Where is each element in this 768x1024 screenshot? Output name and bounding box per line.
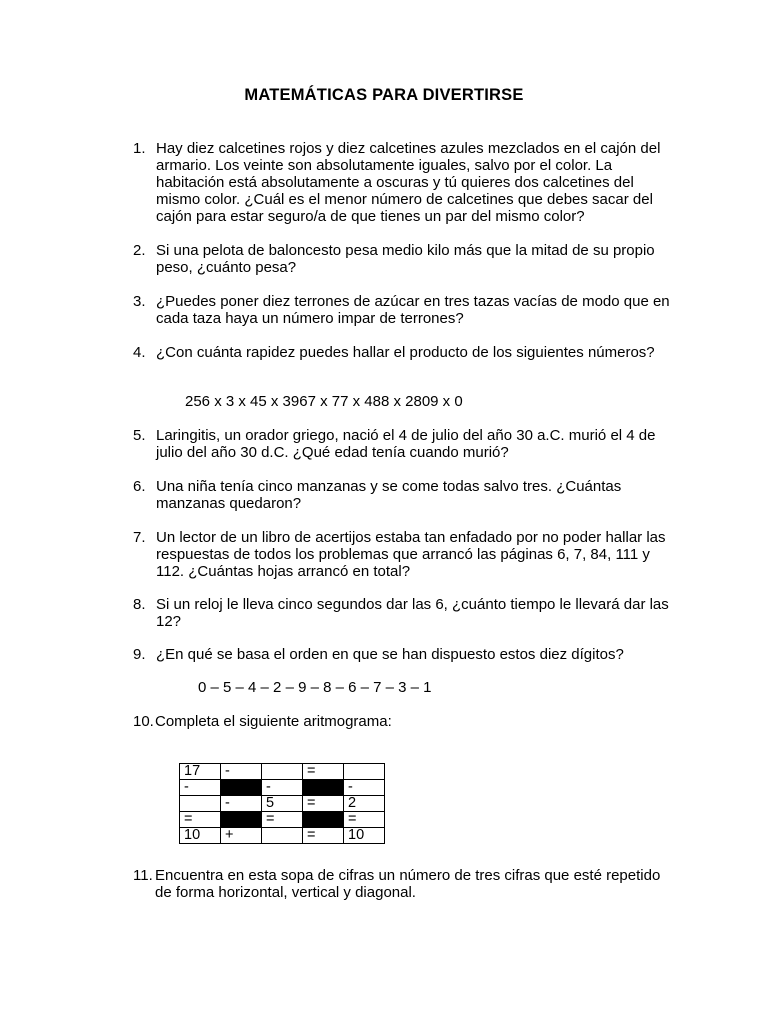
grid-cell: = xyxy=(303,796,344,812)
question-number: 9. xyxy=(133,646,146,663)
grid-cell: = xyxy=(303,764,344,780)
question-text: ¿Puedes poner diez terrones de azúcar en tres tazas vacías de modo que en cada taza haya un número impar de terrones? xyxy=(156,293,670,327)
grid-cell-blocked: ■ xyxy=(303,812,344,828)
question-text: Laringitis, un orador griego, nació el 4 de julio del año 30 a.C. murió el 4 de julio del año 30 d.C. ¿Qué edad tenía cuando murió? xyxy=(156,427,656,461)
grid-cell-blocked: ■ xyxy=(303,780,344,796)
grid-cell: = xyxy=(180,812,221,828)
question-text: ¿Con cuánta rapidez puedes hallar el producto de los siguientes números? xyxy=(156,344,655,361)
question-1 xyxy=(133,140,673,225)
grid-cell: - xyxy=(262,780,303,796)
grid-cell: - xyxy=(344,780,385,796)
question-number: 7. xyxy=(133,529,146,546)
grid-cell xyxy=(344,764,385,780)
grid-cell: = xyxy=(262,812,303,828)
grid-cell: - xyxy=(180,780,221,796)
question-5 xyxy=(133,427,673,461)
question-text: Si una pelota de baloncesto pesa medio kilo más que la mitad de su propio peso, ¿cuánto pesa? xyxy=(156,242,655,276)
question-7 xyxy=(133,529,673,580)
question-number: 10. xyxy=(133,713,154,730)
question-text: Hay diez calcetines rojos y diez calcetines azules mezclados en el cajón del armario. Los veinte son absolutamente iguales, salvo por el color. La habitación está absolutamente a oscuras y tú quieres dos calcetines del mismo color. ¿Cuál es el menor número de calcetines que debes sacar del cajón para estar seguro/a de que tienes un par del mismo color? xyxy=(156,140,661,225)
grid-cell: - xyxy=(221,764,262,780)
question-9 xyxy=(133,646,673,663)
question-text: Una niña tenía cinco manzanas y se come todas salvo tres. ¿Cuántas manzanas quedaron? xyxy=(156,478,622,512)
grid-row xyxy=(180,796,385,812)
product-expression: 256 x 3 x 45 x 3967 x 77 x 488 x 2809 x 0 xyxy=(185,393,463,410)
grid-row xyxy=(180,828,385,844)
grid-row xyxy=(180,780,385,796)
grid-row xyxy=(180,812,385,828)
page-title: MATEMÁTICAS PARA DIVERTIRSE xyxy=(244,86,524,104)
question-number: 5. xyxy=(133,427,146,444)
grid-cell: - xyxy=(221,796,262,812)
grid-cell-blocked: ■ xyxy=(221,812,262,828)
aritmograma-grid xyxy=(179,763,385,844)
grid-cell: 10 xyxy=(344,828,385,844)
question-10 xyxy=(133,713,673,730)
grid-cell xyxy=(262,764,303,780)
grid-cell xyxy=(180,796,221,812)
question-number: 8. xyxy=(133,596,146,613)
question-text: Si un reloj le lleva cinco segundos dar las 6, ¿cuánto tiempo le llevará dar las 12? xyxy=(156,596,669,630)
question-8 xyxy=(133,596,673,630)
grid-cell: = xyxy=(303,828,344,844)
question-2 xyxy=(133,242,673,276)
digits-sequence: 0 – 5 – 4 – 2 – 9 – 8 – 6 – 7 – 3 – 1 xyxy=(198,679,432,696)
grid-row xyxy=(180,764,385,780)
question-text: Completa el siguiente aritmograma: xyxy=(155,713,392,730)
question-11 xyxy=(133,867,673,901)
grid-cell: 2 xyxy=(344,796,385,812)
grid-cell xyxy=(262,828,303,844)
question-3 xyxy=(133,293,673,327)
question-text: Un lector de un libro de acertijos estaba tan enfadado por no poder hallar las respuestas de todos los problemas que arrancó las páginas 6, 7, 84, 111 y 112. ¿Cuántas hojas arrancó en total? xyxy=(156,529,666,580)
grid-cell: 5 xyxy=(262,796,303,812)
grid-cell: + xyxy=(221,828,262,844)
grid-cell: = xyxy=(344,812,385,828)
question-6 xyxy=(133,478,673,512)
question-text: ¿En qué se basa el orden en que se han dispuesto estos diez dígitos? xyxy=(156,646,624,663)
question-number: 3. xyxy=(133,293,146,310)
question-number: 4. xyxy=(133,344,146,361)
question-number: 1. xyxy=(133,140,146,157)
question-number: 2. xyxy=(133,242,146,259)
question-number: 6. xyxy=(133,478,146,495)
question-4 xyxy=(133,344,673,361)
question-number: 11. xyxy=(133,867,153,884)
grid-cell-blocked: ■ xyxy=(221,780,262,796)
grid-cell: 17 xyxy=(180,764,221,780)
grid-cell: 10 xyxy=(180,828,221,844)
question-text: Encuentra en esta sopa de cifras un número de tres cifras que esté repetido de forma horizontal, vertical y diagonal. xyxy=(155,867,661,901)
